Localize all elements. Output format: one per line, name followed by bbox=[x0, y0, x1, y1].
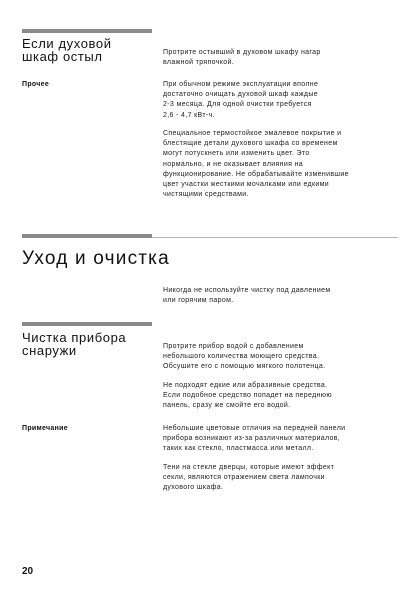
paragraph: Протрите прибор водой с добавлением небольшого количества моющего средства. Обсушите его с помощью мягкого полотенца. bbox=[163, 343, 326, 371]
paragraph: Небольшие цветовые отличия на передней панели прибора возникают из-за различных материалов, таких как стекло, пластмасса или металл. bbox=[163, 425, 346, 453]
paragraph: При обычном режиме эксплуатации вполне достаточно очищать духовой шкаф каждые 2-3 месяца. Для одной очистки требуется 2,6 - 4,7 кВт-ч. bbox=[163, 81, 319, 119]
warning-paragraph: Никогда не используйте чистку под давлением или горячим паром. bbox=[163, 287, 331, 305]
paragraph: Специальное термостойкое эмалевое покрытие и блестящие детали духового шкафа со временем могут потускнеть или изменить цвет. Это нормально, и не оказывает влияния на функционирование. Не обрабатывайте изменившие цвет участки жесткими мочалками или едкими чистящими средствами. bbox=[163, 130, 349, 199]
paragraph: Не подходят едкие или абразивные средства. Если подобное средство попадет на переднюю панель, сразу же смойте его водой. bbox=[163, 382, 332, 410]
page-number: 20 bbox=[22, 566, 34, 577]
side-label: Примечание bbox=[22, 425, 68, 432]
side-label: Прочее bbox=[22, 81, 50, 88]
section-heading: Чистка прибора снаружи bbox=[22, 330, 127, 358]
section-rule bbox=[22, 29, 152, 33]
section-rule bbox=[22, 322, 152, 326]
section-rule-thin bbox=[152, 237, 398, 238]
section-heading: Если духовой шкаф остыл bbox=[22, 36, 112, 64]
page-title: Уход и очистка bbox=[22, 248, 170, 269]
paragraph: Тени на стекле дверцы, которые имеют эффект секли, являются отражением света лампочки духового шкафа. bbox=[163, 464, 335, 492]
section-rule-thick bbox=[22, 234, 152, 238]
paragraph: Протрите остывший в духовом шкафу нагар влажной тряпочкой. bbox=[163, 49, 321, 67]
